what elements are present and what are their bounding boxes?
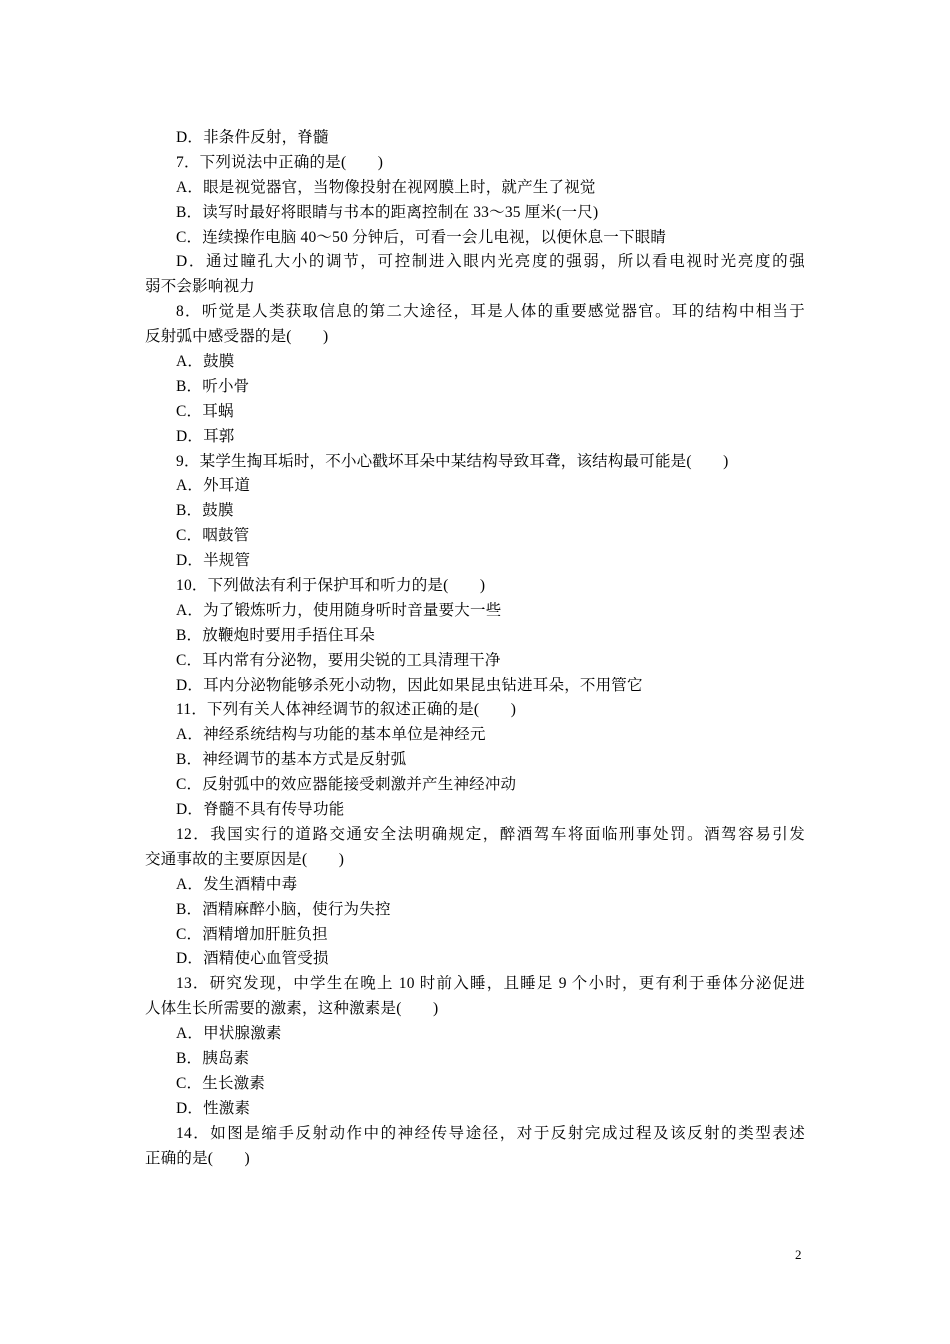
text-line: 8．听觉是人类获取信息的第二大途径，耳是人体的重要感觉器官。耳的结构中相当于 [176, 303, 805, 321]
text-line: 正确的是( ) [145, 1149, 250, 1167]
text-line: A．发生酒精中毒 [176, 875, 298, 893]
text-line: 10．下列做法有利于保护耳和听力的是( ) [176, 577, 486, 595]
text-line: 11．下列有关人体神经调节的叙述正确的是( ) [176, 701, 517, 719]
text-line: 9．某学生掏耳垢时，不小心戳坏耳朵中某结构导致耳聋，该结构最可能是( ) [176, 452, 729, 470]
text-line: B．胰岛素 [176, 1049, 250, 1067]
text-line: 12．我国实行的道路交通安全法明确规定，醉酒驾车将面临刑事处罚。酒驾容易引发 [176, 825, 805, 843]
text-line: D．耳内分泌物能够杀死小动物，因此如果昆虫钻进耳朵，不用管它 [176, 676, 643, 694]
text-line: B．读写时最好将眼睛与书本的距离控制在 33～35 厘米(一尺) [176, 203, 599, 221]
text-line: 7．下列说法中正确的是( ) [176, 153, 384, 171]
text-line: 14．如图是缩手反射动作中的神经传导途径，对于反射完成过程及该反射的类型表述 [176, 1124, 805, 1142]
text-line: C．连续操作电脑 40～50 分钟后，可看一会儿电视，以便休息一下眼睛 [176, 228, 667, 246]
text-line: D．酒精使心血管受损 [176, 950, 329, 968]
text-line: 弱不会影响视力 [145, 278, 255, 296]
text-line: B．听小骨 [176, 377, 250, 395]
text-line: D．性激素 [176, 1099, 251, 1117]
text-line: D．通过瞳孔大小的调节，可控制进入眼内光亮度的强弱，所以看电视时光亮度的强 [176, 253, 805, 271]
text-line: C．酒精增加肝脏负担 [176, 925, 328, 943]
text-line: A．眼是视觉器官，当物像投射在视网膜上时，就产生了视觉 [176, 178, 596, 196]
text-line: A．外耳道 [176, 477, 251, 495]
text-line: B．鼓膜 [176, 502, 234, 520]
text-line: 人体生长所需要的激素，这种激素是( ) [145, 1000, 439, 1018]
text-line: A．为了锻炼听力，使用随身听时音量要大一些 [176, 601, 502, 619]
text-line: C．耳内常有分泌物，要用尖锐的工具清理干净 [176, 651, 501, 669]
text-line: D．耳郭 [176, 427, 235, 445]
text-line: A．神经系统结构与功能的基本单位是神经元 [176, 726, 486, 744]
text-line: A．甲状腺激素 [176, 1025, 282, 1043]
page-number: 2 [795, 1247, 802, 1262]
text-line: B．酒精麻醉小脑，使行为失控 [176, 900, 391, 918]
text-line: D．非条件反射，脊髓 [176, 129, 329, 146]
text-line: D．脊髓不具有传导功能 [176, 801, 345, 819]
text-line: B．神经调节的基本方式是反射弧 [176, 751, 407, 769]
text-line: C．反射弧中的效应器能接受刺激并产生神经冲动 [176, 776, 517, 794]
text-line: B．放鞭炮时要用手捂住耳朵 [176, 626, 375, 644]
text-line: 13．研究发现，中学生在晚上 10 时前入睡，且睡足 9 个小时，更有利于垂体分泌促进 [176, 975, 805, 993]
text-line: C．咽鼓管 [176, 527, 250, 545]
text-line: 交通事故的主要原因是( ) [145, 850, 345, 868]
document-body [145, 126, 805, 1171]
text-line: 反射弧中感受器的是( ) [145, 328, 329, 346]
text-line: C．耳蜗 [176, 402, 234, 420]
text-line: C．生长激素 [176, 1074, 266, 1092]
text-line: D．半规管 [176, 552, 251, 570]
text-line: A．鼓膜 [176, 353, 235, 371]
